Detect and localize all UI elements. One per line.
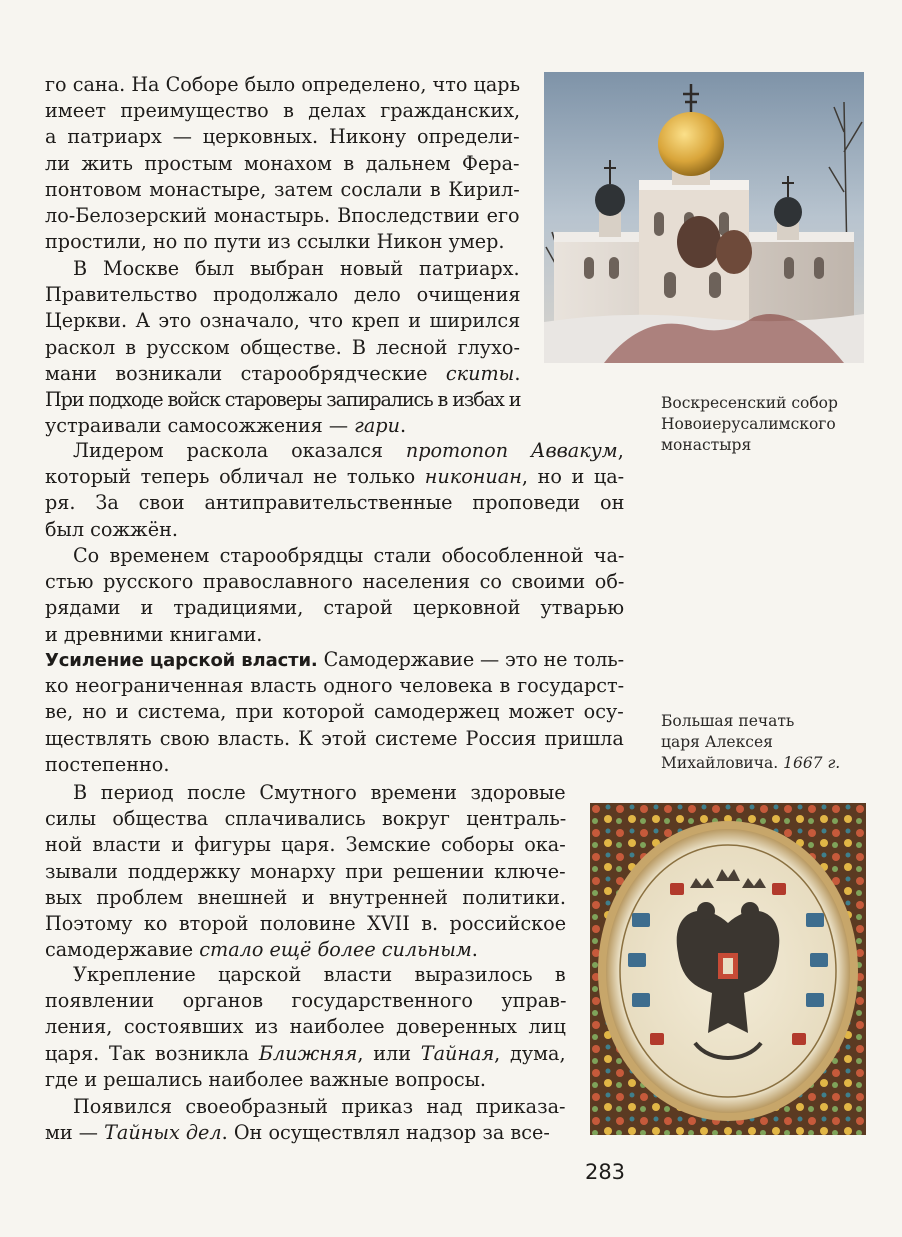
text-line: [73, 1093, 566, 1121]
text-run: го сана. На Соборе было определено, что царь: [45, 73, 521, 96]
caption-line: Новоиерусалимского: [661, 415, 836, 433]
text-run: ми —: [45, 1121, 105, 1144]
text-run: При подходе войск староверы запирались в избах и: [45, 388, 521, 411]
text-run: мани возникали старообрядческие: [45, 362, 446, 385]
text-line: [45, 910, 566, 938]
text-line: [45, 1013, 566, 1041]
text-line: [45, 698, 624, 726]
text-run: вых проблем внешней и внутренней политики.: [45, 886, 566, 909]
text-line: [45, 489, 624, 517]
caption-line: Воскресенский собор: [661, 394, 838, 412]
text-run: В период после Смутного времени здоровые: [73, 781, 566, 804]
text-line: [45, 751, 169, 779]
text-run: Самодержавие — это не толь-: [317, 648, 624, 671]
italic-term: гари: [354, 414, 400, 437]
text-run: стью русского православного населения со своими об-: [45, 570, 625, 593]
text-run: и древними книгами.: [45, 623, 263, 646]
caption-line: [661, 753, 840, 774]
text-run: Со временем старообрядцы стали обособленной ча-: [73, 544, 625, 567]
text-line: [45, 805, 566, 833]
text-run: Укрепление царской власти выразилось в: [73, 963, 566, 986]
italic-term: стало ещё более сильным: [199, 938, 472, 961]
text-line: [45, 228, 505, 256]
text-line: [45, 150, 520, 178]
text-line: [45, 1066, 486, 1094]
text-run: который теперь обличал не только: [45, 465, 425, 488]
text-run: ществлять свою власть. К этой системе Россия пришла: [45, 727, 624, 750]
text-run: царя. Так возникла: [45, 1042, 259, 1065]
text-run: .: [514, 362, 521, 385]
italic-term: Тайная: [420, 1042, 495, 1065]
text-line: [45, 386, 520, 414]
text-run: ной власти и фигуры царя. Земские соборы ока-: [45, 833, 566, 856]
text-run: самодержавие: [45, 938, 200, 961]
italic-term: никониан: [424, 465, 522, 488]
text-run: рядами и традициями, старой церковной утварью: [45, 596, 625, 619]
text-line: [73, 542, 624, 570]
text-run: имеет преимущество в делах гражданских,: [45, 99, 521, 122]
text-run: .: [471, 938, 478, 961]
text-line: [45, 97, 520, 125]
text-run: ря. За свои антиправительственные проповеди он: [45, 491, 625, 514]
text-run: а патриарх — церковных. Никону определи-: [45, 125, 520, 148]
text-line: [73, 437, 624, 465]
text-line: [45, 831, 566, 859]
italic-term: Тайных дел: [104, 1121, 222, 1144]
text-line: [45, 307, 520, 335]
text-line: [45, 987, 566, 1015]
page-number: 283: [584, 1160, 626, 1184]
text-line: [73, 779, 566, 807]
text-line: [45, 1119, 550, 1147]
text-line: [73, 255, 520, 283]
text-run: постепенно.: [45, 753, 170, 776]
text-run: Правительство продолжало дело очищения: [45, 283, 521, 306]
text-run: Поэтому ко второй половине XVII в. российское: [45, 912, 567, 935]
text-line: [45, 1040, 566, 1068]
text-line: [45, 412, 406, 440]
text-run: простили, но по пути из ссылки Никон умер.: [45, 230, 505, 253]
text-line: [45, 884, 566, 912]
text-run: Церкви. А это означало, что креп и ширился: [45, 309, 521, 332]
text-run: устраивали самосожжения —: [45, 414, 355, 437]
text-line: [45, 202, 520, 230]
text-run: Появился своеобразный приказ над приказа-: [73, 1095, 566, 1118]
text-run: зывали поддержку монарху при решении ключе-: [45, 860, 566, 883]
section-heading: Усиление царской власти.: [45, 650, 318, 671]
text-line: [45, 621, 262, 649]
text-run: ,: [617, 439, 624, 462]
text-line: [45, 646, 624, 674]
caption-line: Большая печать: [661, 712, 795, 730]
text-line: [45, 463, 624, 491]
caption-line: царя Алексея: [661, 733, 773, 751]
text-run: понтовом монастыре, затем сослали в Кирил-: [45, 178, 520, 201]
text-line: [45, 281, 520, 309]
text-line: [73, 961, 566, 989]
text-run: В Москве был выбран новый патриарх.: [73, 257, 520, 280]
cathedral-photo: [544, 72, 864, 363]
text-run: .: [399, 414, 407, 437]
italic-term: Ближняя: [258, 1042, 358, 1065]
text-line: [45, 360, 520, 388]
text-run: , но и ца-: [521, 465, 625, 488]
seal-caption: [661, 711, 840, 774]
text-run: ли жить простым монахом в дальнем Фера-: [45, 152, 520, 175]
text-run: силы общества сплачивались вокруг централь-: [45, 807, 567, 830]
text-line: [45, 123, 520, 151]
text-run: ве, но и система, при которой самодержец может осу-: [45, 700, 624, 723]
great-seal-photo: [590, 803, 866, 1135]
text-line: [45, 672, 624, 700]
text-run: ко неограниченная власть одного человека в государст-: [45, 674, 625, 697]
cathedral-caption: [661, 393, 838, 456]
text-line: [45, 936, 478, 964]
text-line: [45, 725, 624, 753]
text-line: [45, 594, 624, 622]
text-run: ления, состоявших из наиболее доверенных лиц: [45, 1015, 566, 1038]
text-line: [45, 71, 520, 99]
caption-year: 1667 г.: [783, 754, 841, 772]
italic-term: скиты: [445, 362, 515, 385]
text-line: [45, 334, 520, 362]
caption-line: монастыря: [661, 436, 752, 454]
text-run: , дума,: [494, 1042, 566, 1065]
italic-term: протопоп Аввакум: [405, 439, 618, 462]
text-line: [45, 516, 178, 544]
text-run: появлении органов государственного управ-: [45, 989, 567, 1012]
text-run: . Он осуществлял надзор за все-: [221, 1121, 550, 1144]
text-run: был сожжён.: [45, 518, 178, 541]
text-line: [45, 568, 624, 596]
text-run: раскол в русском обществе. В лесной глухо-: [45, 336, 520, 359]
text-line: [45, 176, 520, 204]
text-run: ло-Белозерский монастырь. Впоследствии его: [45, 204, 520, 227]
text-line: [45, 858, 566, 886]
text-run: , или: [357, 1042, 421, 1065]
text-run: Лидером раскола оказался: [73, 439, 406, 462]
caption-text: Михайловича.: [661, 754, 784, 772]
text-run: где и решались наиболее важные вопросы.: [45, 1068, 487, 1091]
